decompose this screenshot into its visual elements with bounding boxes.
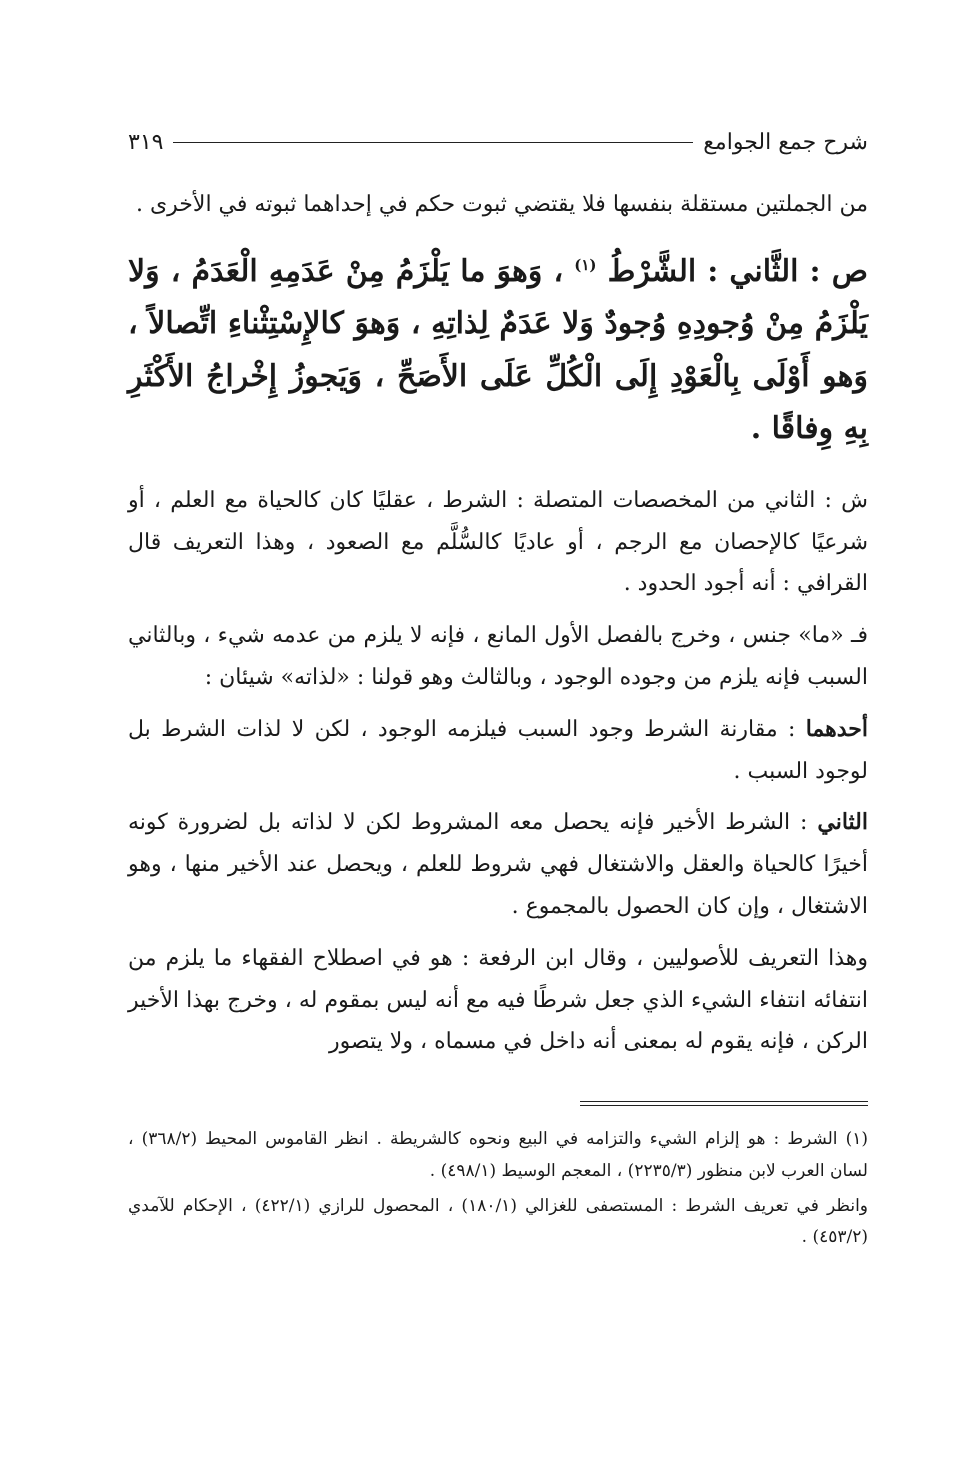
- first-point-paragraph: [128, 709, 868, 793]
- book-page: [128, 118, 868, 1254]
- footnote-1-continued: وانظر في تعريف الشرط : المستصفى للغزالي (١٨٠/١) ، المحصول للرازي (٤٢٢/١) ، الإحكام للآمدي (٤٥٣/٢) .: [128, 1196, 869, 1248]
- matn-paragraph: [128, 246, 868, 456]
- header-rule: [173, 142, 693, 143]
- matn-rest: ، وَهوَ ما يَلْزَمُ مِنْ عَدَمِهِ الْعَدَمُ ، وَلا يَلْزَمُ مِنْ وُجودِهِ وُجودٌ وَلا عَدَمٌ لِذاتِهِ ، وَهوَ كالإِسْتِثْناءِ اتِّصالاً ، وَهو أَوْلَى بِالْعَوْدِ إِلَى الْكُلِّ عَلَى الأَصَحِّ ، وَيَجوزُ إِخْراجُ الأَكْثَرِ بِهِ وِفاقًا .: [128, 253, 868, 447]
- matn-start: ص : الثَّاني : الشَّرْطُ: [596, 253, 868, 289]
- footnotes: [128, 1124, 868, 1254]
- footnote-1: (١) الشرط : هو إلزام الشيء والتزامه في البيع ونحوه كالشريطة . انظر القاموس المحيط (٣٦٨/٢) ، لسان العرب لابن منظور (٢٢٣٥/٣) ، المعجم الوسيط (٤٩٨/١) .: [128, 1129, 868, 1181]
- second-point-lead: الثاني: [817, 809, 868, 836]
- sharh-paragraph: ش : الثاني من المخصصات المتصلة : الشرط ، عقليًا كان كالحياة مع العلم ، أو شرعيًا كالإحصان مع الرجم ، أو عاديًا كالسُّلَّم مع الصعود ، وهذا التعريف قال القرافي : أنه أجود الحدود .: [128, 487, 868, 597]
- page-number: ٣١٩: [128, 129, 164, 155]
- first-point-lead: أحدهما: [805, 715, 868, 742]
- main-text: [128, 184, 868, 1063]
- footnote-separator: [580, 1101, 868, 1106]
- definition-paragraph: فـ «ما» جنس ، وخرج بالفصل الأول المانع ، فإنه لا يلزم من عدمه شيء ، وبالثاني السبب فإنه يلزم من وجوده الوجود ، وبالثالث وهو قولنا : «لذاته» شيئان :: [128, 623, 868, 690]
- fuqaha-definition-paragraph: وهذا التعريف للأصوليين ، وقال ابن الرفعة : هو في اصطلاح الفقهاء ما يلزم من انتفائه انتفاء الشيء الذي جعل شرطًا فيه مع أنه ليس بمقوم له ، وخرج بهذا الأخير الركن ، فإنه يقوم له بمعنى أنه داخل في مسماه ، ولا يتصور: [128, 945, 868, 1055]
- first-point-text: : مقارنة الشرط وجود السبب فيلزمه الوجود ، لكن لا لذات الشرط بل لوجود السبب .: [128, 716, 868, 784]
- footnote-reference: (١): [574, 255, 597, 274]
- intro-paragraph: من الجملتين مستقلة بنفسها فلا يقتضي ثبوت حكم في إحداهما ثبوته في الأخرى .: [135, 192, 868, 217]
- second-point-paragraph: [128, 802, 868, 927]
- page-header: [128, 118, 868, 166]
- running-title: شرح جمع الجوامع: [703, 129, 868, 155]
- second-point-text: : الشرط الأخير فإنه يحصل معه المشروط لكن لا لذاته بل لضرورة كونه أخيرًا كالحياة والعقل والاشتغال فهي شروط للعلم ، ويحصل عند الأخير منها ، وهو الاشتغال ، وإن كان الحصول بالمجموع .: [128, 810, 868, 919]
